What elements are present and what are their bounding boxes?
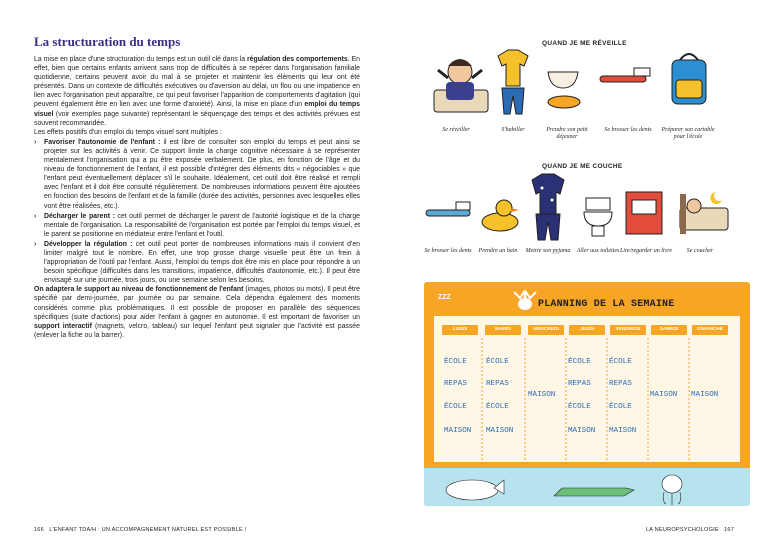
cell-dimanche-maison: MAISON: [691, 391, 719, 399]
bed-icon: [676, 184, 732, 240]
page-number: 166: [34, 527, 44, 533]
caption-toilettes: Aller aux toilettes: [576, 248, 620, 254]
caption-petit-dejeuner: Prendre son petit déjeuner: [546, 127, 588, 140]
cell-samedi-maison: MAISON: [650, 391, 678, 399]
cell-lundi-ecole2: ÉCOLE: [444, 403, 467, 411]
duck-icon: [478, 194, 522, 234]
breakfast-icon: [540, 62, 590, 114]
cell-jeudi-ecole2: ÉCOLE: [568, 403, 591, 411]
running-title: L'ENFANT TDA/H : UN ACCOMPAGNEMENT NATUREL EST POSSIBLE !: [49, 527, 247, 533]
caption-se-reveiller: Se réveiller: [442, 127, 470, 133]
toothbrush-icon: [424, 196, 474, 226]
footer-left: [34, 527, 246, 533]
cell-vendredi-ecole2: ÉCOLE: [609, 403, 632, 411]
caption-s-habiller: S'habiller: [501, 127, 525, 133]
paragraph-1: La mise en place d'une structuration du temps est un outil clé dans la régulation des comportements. En effet, bien que certains enfants arrivent sans trop de difficultés à se repérer dans l'organisation familiale quotidienne, certains peuvent avoir du mal à se projeter et maintenir les éléments qui leur ont été présentés. Dans un contexte de difficultés exécutives ou d'aversion au délai, un flou ou une impatience en lien avec l'organisation peut apparaître, ce qui peut favoriser l'apparition de comportements d'agitation (qui peuvent également être en lien avec une forme d'anxiété). Ainsi, la mise en place d'un emploi du temps visuel (voir exemples page suivante) représentant le séquençage des temps et des activités prévues est souvent recommandée.: [34, 56, 360, 127]
cell-mardi-ecole: ÉCOLE: [486, 358, 509, 366]
arrow-icon: ›: [34, 212, 37, 220]
caption-prendre-bain: Prendre un bain: [478, 248, 518, 254]
schoolbag-icon: [666, 46, 712, 116]
cell-jeudi-maison: MAISON: [568, 427, 596, 435]
toothbrush-icon: [598, 62, 654, 92]
body-text: [34, 55, 360, 340]
caption-lire: Lire/regarder un livre: [619, 248, 673, 254]
cell-vendredi-ecole: ÉCOLE: [609, 358, 632, 366]
column-dividers: [424, 338, 750, 462]
weekly-planner: [424, 282, 750, 506]
day-samedi: SAMEDI: [651, 325, 687, 335]
arrow-icon: ›: [34, 240, 37, 248]
paragraph-2: Les effets positifs d'un emploi du temps visuel sont multiples :: [34, 128, 222, 136]
morning-title: QUAND JE ME RÉVEILLE: [542, 40, 627, 47]
footer-right: [646, 527, 734, 533]
day-jeudi: JEUDI: [569, 325, 605, 335]
cell-mardi-ecole2: ÉCOLE: [486, 403, 509, 411]
sleep-zzz: ZZZ: [438, 294, 451, 301]
caption-cartable: Préparer son cartable pour l'école: [661, 127, 715, 140]
caption-brosser-dents: Se brosser les dents: [604, 127, 652, 133]
cell-jeudi-ecole: ÉCOLE: [568, 358, 591, 366]
planner-title: PLANNING DE LA SEMAINE: [538, 299, 675, 310]
bullet-decharger: › Décharger le parent : cet outil permet de décharger le parent de l'autorité logistique et de la charge mentale de l'organisation. La responsabilité de l'organisation est portée par l'emploi du temps visuel, et le parent se positionne en médiateur entre l'enfant et l'outil.: [34, 212, 360, 238]
cell-vendredi-repas: REPAS: [609, 380, 632, 388]
day-mardi: MARDI: [485, 325, 521, 335]
arrow-icon: ›: [34, 138, 37, 146]
day-dimanche: DIMANCHE: [692, 325, 728, 335]
pyjama-icon: [526, 172, 570, 244]
caption-pyjama: Mettre son pyjama: [525, 248, 571, 254]
day-vendredi: VENDREDI: [610, 325, 646, 335]
waking-child-icon: [430, 50, 492, 120]
day-lundi: LUNDI: [442, 325, 478, 335]
bullet-autonomie: › Favoriser l'autonomie de l'enfant : il est libre de consulter son emploi du temps et peut ainsi se projeter sur les activités à venir. Ce support limite la charge cognitive nécessaire à se représenter mentalement l'organisation qui a pu être exposée verbalement. De plus, en fonction de l'âge et du niveau de fonctionnement de l'enfant, il est possible d'intégrer des éléments dits « négociables » que l'enfant peut éventuellement déplacer s'il le souhaite. Idéalement, cet outil doit être réalisé et rempli avec l'enfant et il doit être consulté régulièrement. De nombreuses informations peuvent être ajoutées en fonction des besoins de l'enfant et de la famille (durée des activités, personnes avec lesquelles elles vont être réalisées, etc.).: [34, 138, 360, 210]
cell-lundi-repas: REPAS: [444, 380, 467, 388]
cell-lundi-ecole: ÉCOLE: [444, 358, 467, 366]
sea-animals-icon: [424, 468, 750, 506]
cell-lundi-maison: MAISON: [444, 427, 472, 435]
cell-jeudi-repas: REPAS: [568, 380, 591, 388]
caption-brosser-dents-soir: Se brosser les dents: [424, 248, 472, 254]
book-icon: [622, 186, 666, 238]
cell-mardi-repas: REPAS: [486, 380, 509, 388]
paragraph-3: On adaptera le support au niveau de fonctionnement de l'enfant (images, photos ou mots). Il peut être spécifié par demi-journée, par journée ou par semaine. Cela dépendra également des moments considérés comme plus problématiques. Il est possible de proposer en parallèle des séquences spécifiques (suite d'actions) pour aider l'enfant à gagner en autonomie. Il est important de favoriser un support interactif (magnets, velcro, tableau) sur lequel l'enfant peut signaler que l'activité est passée (enlever la fiche ou la barrer).: [34, 286, 360, 339]
caption-se-coucher: Se coucher: [686, 248, 714, 254]
cell-vendredi-maison: MAISON: [609, 427, 637, 435]
bullet-regulation: › Développer la régulation : cet outil peut porter de nombreuses informations mais il convient d'en limiter malgré tout le nombre. En effet, une trop grosse charge visuelle peut être un frein à l'appropriation de l'outil par l'enfant. Aussi, l'emploi du temps doit être mis en place pour répondre à un besoin spécifique (difficultés dans les transitions, impatience, difficultés d'autonomie, etc.). Il peut être envisagé sur une journée, trois jours, ou une semaine selon les besoins.: [34, 240, 360, 285]
moose-icon: [510, 288, 540, 312]
section-title: La structuration du temps: [34, 34, 181, 49]
day-mercredi: MERCREDI: [528, 325, 564, 335]
running-title: LA NEUROPSYCHOLOGIE: [646, 527, 719, 533]
sea-decoration: [424, 468, 750, 506]
clothes-icon: [490, 48, 536, 118]
evening-title: QUAND JE ME COUCHE: [542, 163, 623, 170]
toilet-icon: [580, 196, 616, 238]
cell-mardi-maison: MAISON: [486, 427, 514, 435]
page-number: 167: [724, 527, 735, 533]
cell-mercredi-maison: MAISON: [528, 391, 556, 399]
